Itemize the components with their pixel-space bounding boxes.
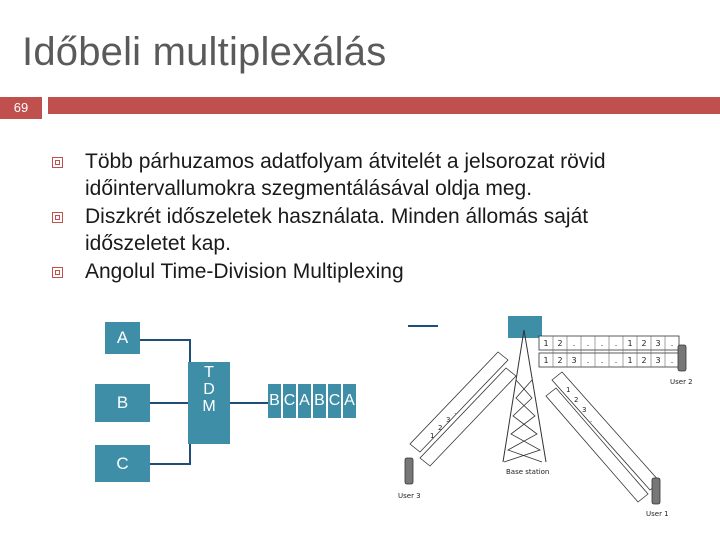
time-slot: A <box>343 384 356 418</box>
slot-label: 3 <box>446 416 451 424</box>
bullet-text: Angolul Time-Division Multiplexing <box>85 260 404 283</box>
mux-letter: T <box>204 364 214 381</box>
input-box-c: C <box>95 445 150 482</box>
slot-label: . <box>670 356 674 365</box>
user-label: User 2 <box>670 378 693 386</box>
slot-label: . <box>614 339 618 348</box>
slot-label: . <box>454 408 457 416</box>
slot-label: 1 <box>566 386 571 394</box>
time-slot: B <box>268 384 281 418</box>
time-slot: C <box>283 384 296 418</box>
tower-leg <box>503 330 524 462</box>
slot-label: 3 <box>571 356 577 365</box>
channel-strip <box>410 352 508 452</box>
slot-label: 3 <box>655 356 661 365</box>
slot-label: . <box>586 356 590 365</box>
channel-strip <box>420 368 516 466</box>
input-box-b: B <box>95 384 150 422</box>
phone-icon <box>405 458 413 484</box>
slot-label: 1 <box>627 339 633 348</box>
slot-label: 1 <box>543 339 549 348</box>
bullet-text: Diszkrét időszeletek használata. Minden állomás saját időszeletet kap. <box>85 205 589 255</box>
slide-title: Időbeli multiplexálás <box>22 30 387 74</box>
slot-label: 1 <box>627 356 633 365</box>
user-label: User 1 <box>646 510 669 518</box>
slot-label: . <box>614 356 618 365</box>
phone-icon <box>652 478 660 504</box>
slot-label: . <box>590 416 593 424</box>
slot-label: 2 <box>557 356 563 365</box>
slot-label: 2 <box>641 339 647 348</box>
slot-label: 2 <box>574 396 579 404</box>
slot-label: 3 <box>655 339 661 348</box>
slot-label: 2 <box>557 339 563 348</box>
base-station-label: Base station <box>506 468 550 476</box>
channel-strip <box>546 388 648 502</box>
slot-label: 1 <box>543 356 549 365</box>
slot-label: 2 <box>641 356 647 365</box>
time-slot: B <box>313 384 326 418</box>
slot-label: . <box>572 339 576 348</box>
input-box-a: A <box>105 322 140 354</box>
slot-label: . <box>600 356 604 365</box>
slot-label: 3 <box>582 406 587 414</box>
slot-label: . <box>670 339 674 348</box>
slot-label: . <box>586 339 590 348</box>
mux-letter: M <box>202 398 216 415</box>
bullet-text: Több párhuzamos adatfolyam átvitelét a jelsorozat rövid időintervallumokra szegmentálásával oldja meg. <box>85 150 606 200</box>
slot-label: . <box>600 339 604 348</box>
mux-letter: D <box>203 381 215 398</box>
slot-label: 2 <box>438 424 443 432</box>
page-number: 69 <box>0 97 42 119</box>
time-slot: C <box>328 384 341 418</box>
user-label: User 3 <box>398 492 421 500</box>
time-slot: A <box>298 384 311 418</box>
slot-label: 1 <box>430 432 435 440</box>
phone-icon <box>678 345 686 371</box>
